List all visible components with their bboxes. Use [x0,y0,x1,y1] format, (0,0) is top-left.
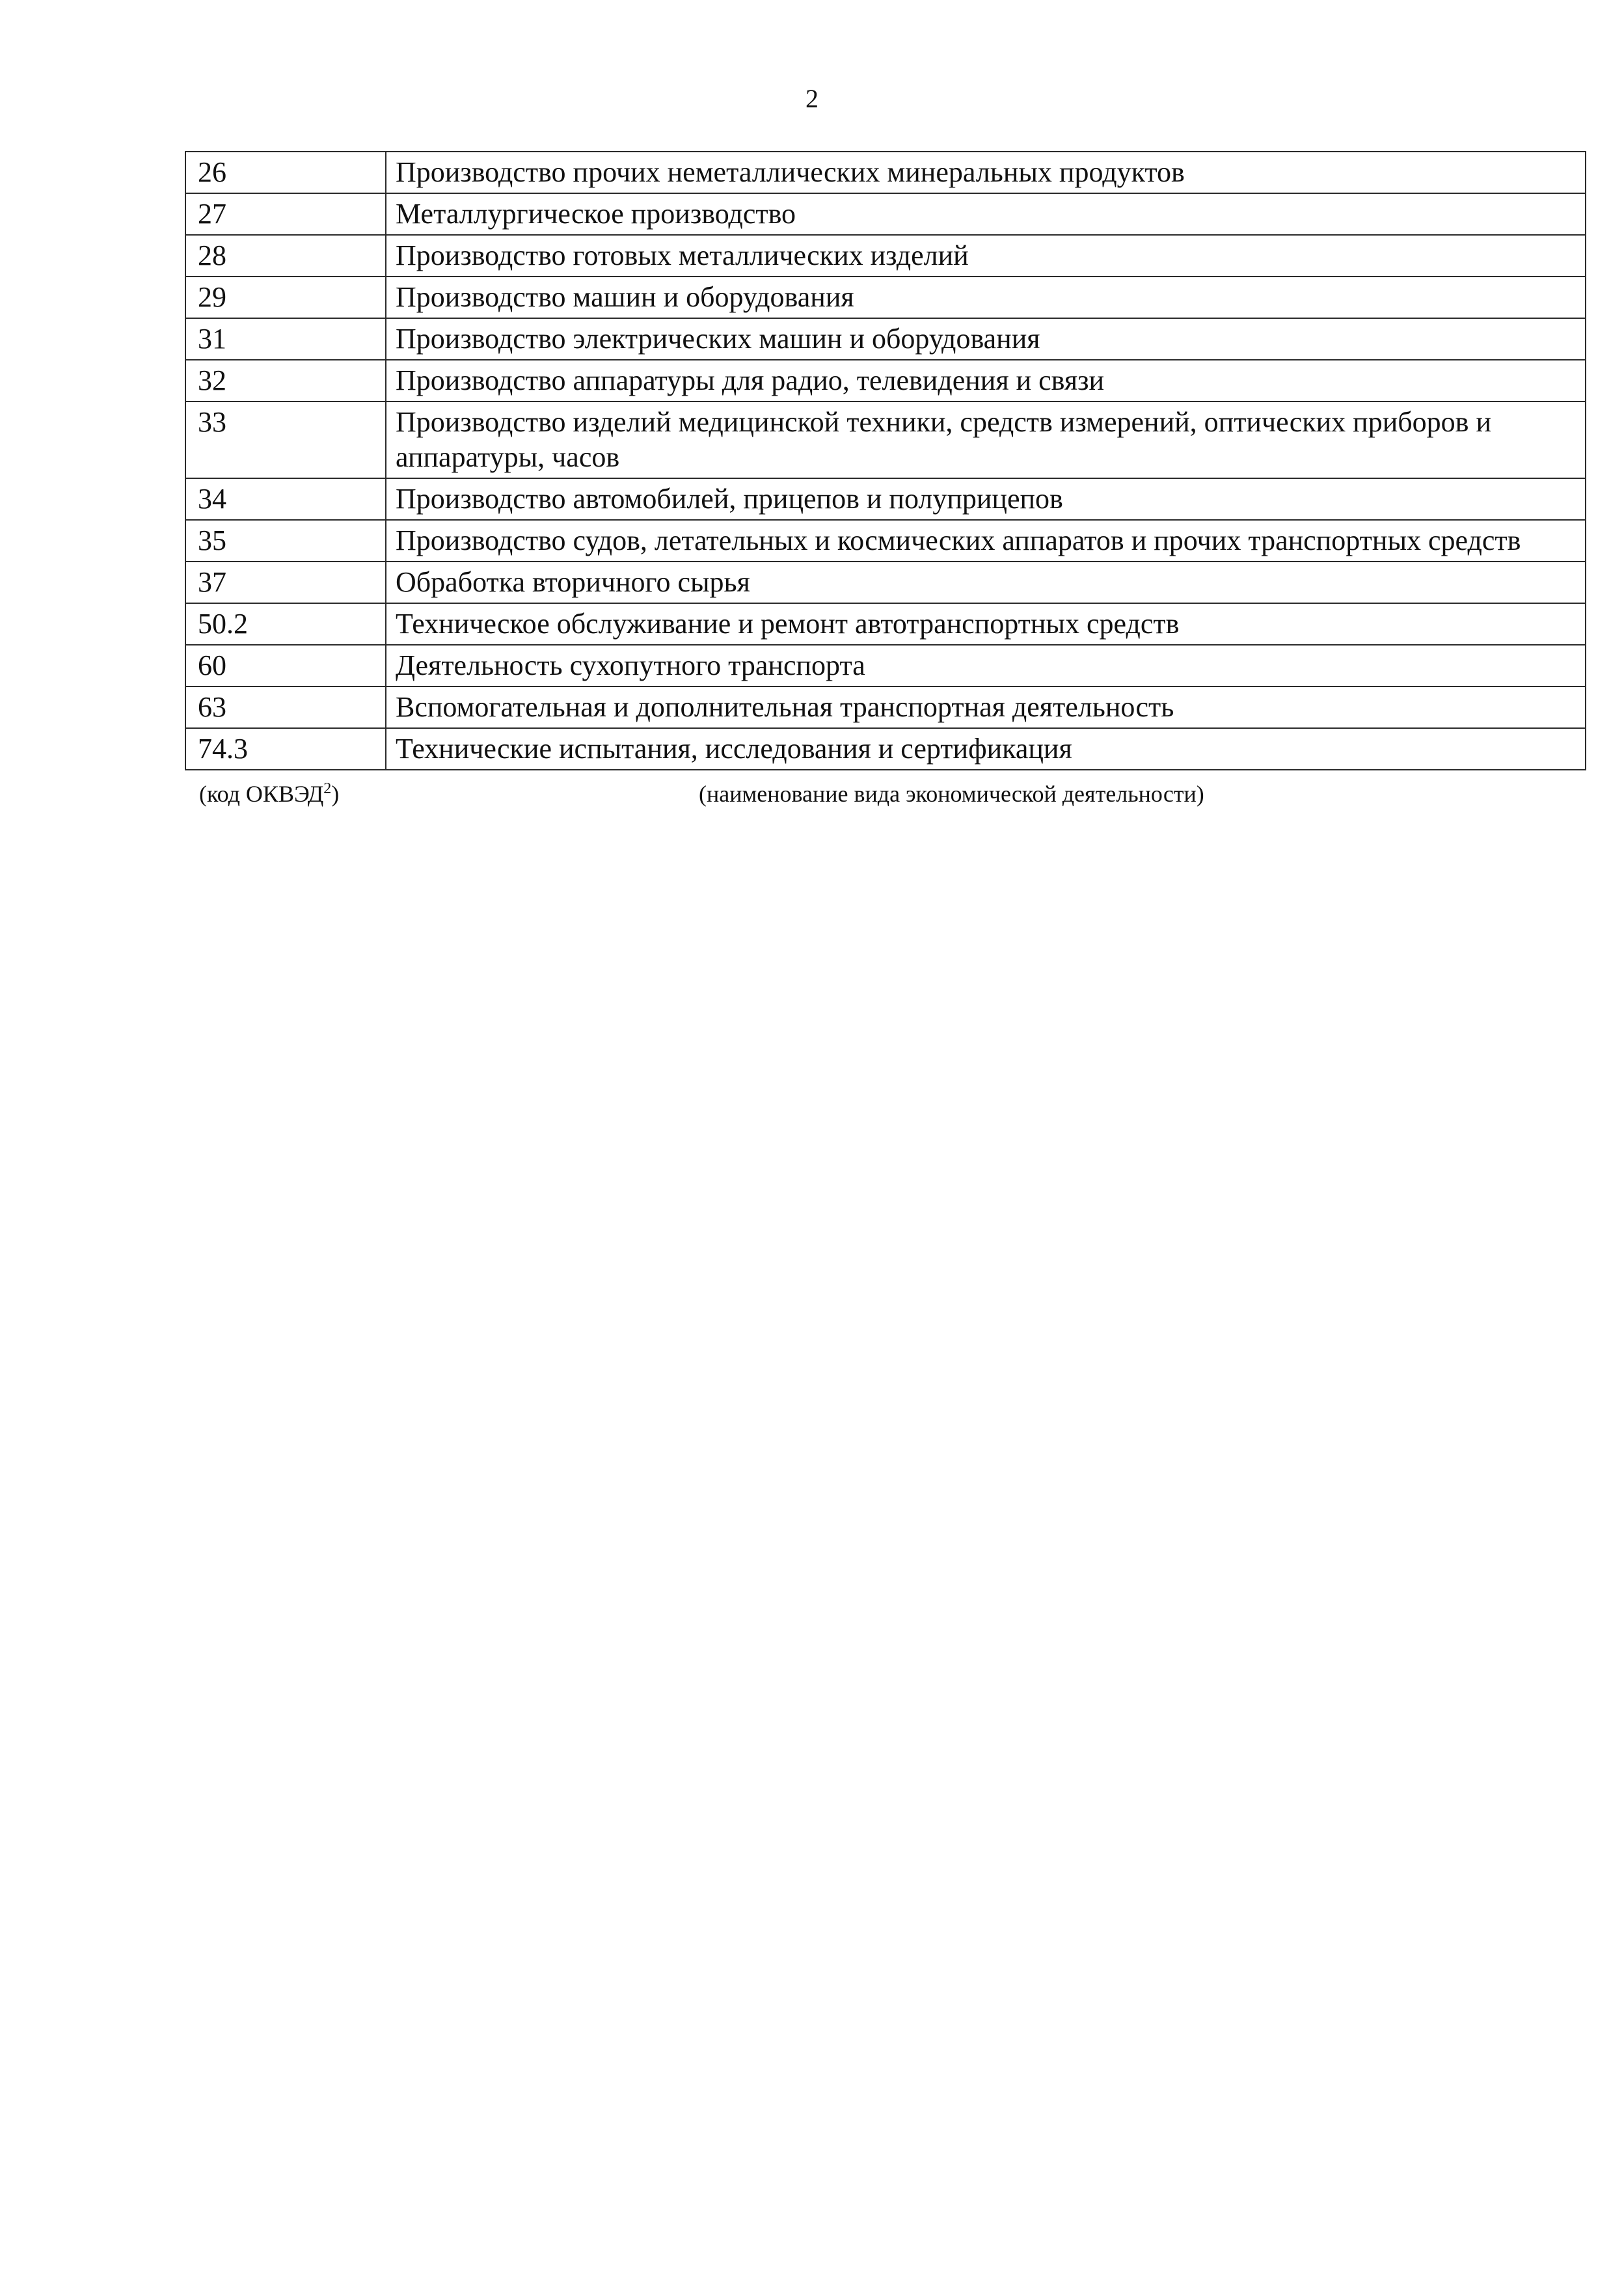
activity-name: Производство прочих неметаллических минеральных продуктов [386,152,1586,193]
okved-code: 34 [185,478,386,520]
table-row [185,728,1586,770]
activity-name: Металлургическое производство [386,193,1586,235]
okved-code: 74.3 [185,728,386,770]
okved-code-caption-text: (код ОКВЭД [199,781,324,807]
table-row [185,360,1586,401]
table-captions [185,780,1585,812]
activity-name: Техническое обслуживание и ремонт автотранспортных средств [386,603,1586,645]
okved-code: 63 [185,686,386,728]
activity-name: Технические испытания, исследования и сертификация [386,728,1586,770]
activity-name: Производство судов, летательных и космических аппаратов и прочих транспортных средств [386,520,1586,562]
activity-name: Производство аппаратуры для радио, телевидения и связи [386,360,1586,401]
activity-name: Производство изделий медицинской техники, средств измерений, оптических приборов и аппаратуры, часов [386,401,1586,478]
table-row [185,401,1586,478]
activity-name: Производство машин и оборудования [386,277,1586,318]
activity-name-caption: (наименование вида экономической деятельности) [699,781,1204,807]
okved-code-caption [199,780,339,808]
table-row [185,478,1586,520]
okved-code: 50.2 [185,603,386,645]
table-row [185,277,1586,318]
table-row [185,686,1586,728]
table-row [185,193,1586,235]
activity-name: Деятельность сухопутного транспорта [386,645,1586,686]
table-row [185,562,1586,603]
okved-code: 28 [185,235,386,277]
page-number: 2 [805,84,819,113]
okved-code: 27 [185,193,386,235]
table-row [185,603,1586,645]
footnote-marker: 2 [323,780,332,797]
table-row [185,318,1586,360]
activity-name: Вспомогательная и дополнительная транспортная деятельность [386,686,1586,728]
table-row [185,520,1586,562]
okved-code: 33 [185,401,386,478]
okved-table [185,151,1586,770]
okved-code: 35 [185,520,386,562]
okved-code: 32 [185,360,386,401]
okved-code: 31 [185,318,386,360]
table-row [185,235,1586,277]
activity-name: Производство электрических машин и оборудования [386,318,1586,360]
okved-code: 37 [185,562,386,603]
okved-code: 60 [185,645,386,686]
table-row [185,645,1586,686]
activity-name: Обработка вторичного сырья [386,562,1586,603]
okved-code: 29 [185,277,386,318]
activity-name: Производство автомобилей, прицепов и полуприцепов [386,478,1586,520]
activity-name: Производство готовых металлических изделий [386,235,1586,277]
okved-code-caption-close: ) [331,781,340,807]
table-row [185,152,1586,193]
okved-code: 26 [185,152,386,193]
